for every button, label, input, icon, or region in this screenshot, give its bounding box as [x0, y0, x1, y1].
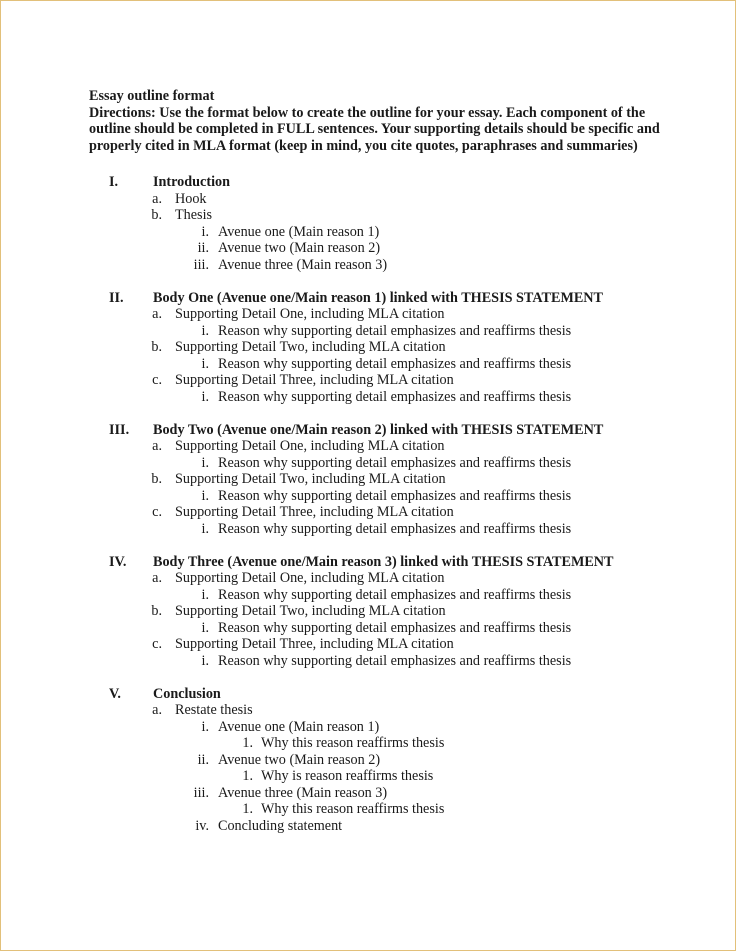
outline-subitem [89, 818, 679, 835]
outline-subitem-marker: iii. [193, 784, 209, 801]
outline-subitem [89, 719, 679, 736]
outline-item [89, 339, 679, 356]
outline-subitem-marker: i. [201, 388, 209, 405]
outline-item [89, 191, 679, 208]
outline-subitem-marker: i. [201, 355, 209, 372]
section-heading-marker: V. [109, 685, 121, 702]
outline-point-marker: 1. [242, 801, 253, 817]
outline-point [89, 801, 679, 818]
outline-item-text: Supporting Detail Two, including MLA citation [175, 471, 446, 487]
outline-subitem-marker: ii. [197, 240, 209, 256]
section-heading-text: Conclusion [153, 685, 221, 702]
outline-subitem-marker: ii. [197, 751, 209, 768]
outline-section [89, 686, 679, 835]
outline-item-text: Thesis [175, 207, 213, 223]
outline-subitem-text: Reason why supporting detail emphasizes and reaffirms thesis [218, 388, 572, 405]
outline-subitem-text: Avenue one (Main reason 1) [218, 718, 380, 735]
outline-point-marker: 1. [242, 735, 253, 751]
section-heading [89, 554, 679, 571]
outline-subitem-marker: i. [201, 487, 209, 504]
outline-subitem-text: Avenue three (Main reason 3) [218, 256, 388, 273]
outline-point-marker: 1. [242, 768, 253, 784]
outline-list [89, 174, 679, 834]
outline-subitem-text: Avenue two (Main reason 2) [218, 240, 381, 256]
outline-item-marker: a. [152, 570, 162, 586]
outline-item [89, 471, 679, 488]
outline-subitem [89, 455, 679, 472]
outline-item-text: Supporting Detail Three, including MLA citation [175, 636, 454, 652]
outline-subitem-marker: i. [201, 322, 209, 339]
outline-item-marker: b. [151, 339, 162, 355]
outline-point [89, 735, 679, 752]
outline-item [89, 603, 679, 620]
outline-point-text: Why this reason reaffirms thesis [261, 801, 445, 817]
outline-subitem [89, 653, 679, 670]
outline-item-text: Supporting Detail Two, including MLA citation [175, 339, 446, 355]
outline-item-marker: a. [152, 306, 162, 322]
outline-section [89, 174, 679, 273]
outline-item [89, 570, 679, 587]
outline-subitem [89, 257, 679, 274]
outline-item [89, 504, 679, 521]
outline-subitem [89, 224, 679, 241]
outline-subitem-marker: iii. [193, 256, 209, 273]
section-heading-marker: IV. [109, 553, 127, 570]
outline-item-marker: a. [152, 190, 162, 207]
outline-subitem-marker: i. [201, 718, 209, 735]
section-heading-text: Body Two (Avenue one/Main reason 2) linked with THESIS STATEMENT [153, 421, 604, 438]
outline-item-marker: c. [152, 504, 162, 520]
section-heading-marker: II. [109, 289, 124, 306]
outline-subitem-marker: i. [201, 619, 209, 636]
outline-point [89, 768, 679, 785]
section-heading-text: Body Three (Avenue one/Main reason 3) linked with THESIS STATEMENT [153, 553, 614, 570]
outline-subitem-marker: i. [201, 520, 209, 537]
outline-subitem-text: Reason why supporting detail emphasizes and reaffirms thesis [218, 322, 572, 339]
section-heading [89, 174, 679, 191]
outline-item-marker: b. [151, 207, 162, 223]
outline-subitem-marker: i. [201, 586, 209, 603]
outline-subitem-marker: iv. [195, 817, 209, 834]
outline-item-marker: c. [152, 636, 162, 652]
outline-subitem-marker: i. [201, 652, 209, 669]
outline-subitem-text: Reason why supporting detail emphasizes and reaffirms thesis [218, 355, 572, 372]
section-heading-marker: I. [109, 174, 119, 190]
section-heading-marker: III. [109, 421, 130, 438]
outline-content [89, 88, 679, 851]
outline-item-marker: a. [152, 438, 162, 454]
outline-subitem-text: Concluding statement [218, 817, 343, 834]
outline-subitem [89, 620, 679, 637]
outline-subitem [89, 488, 679, 505]
outline-item-text: Hook [175, 190, 207, 207]
section-heading [89, 686, 679, 703]
outline-subitem [89, 356, 679, 373]
outline-subitem-text: Reason why supporting detail emphasizes and reaffirms thesis [218, 652, 572, 669]
outline-subitem-text: Avenue one (Main reason 1) [218, 223, 380, 240]
outline-subitem [89, 752, 679, 769]
directions-paragraph: Directions: Use the format below to create the outline for your essay. Each component of the outline should be completed in FULL sentences. Your supporting details should be specific and properly cited in MLA format (keep in mind, you cite quotes, paraphrases and summaries) [89, 104, 660, 154]
outline-subitem-text: Reason why supporting detail emphasizes and reaffirms thesis [218, 487, 572, 504]
outline-subitem [89, 240, 679, 257]
outline-item-text: Supporting Detail Two, including MLA citation [175, 603, 446, 619]
outline-item-text: Restate thesis [175, 702, 253, 718]
outline-section [89, 290, 679, 406]
outline-item-marker: b. [151, 471, 162, 487]
section-heading [89, 290, 679, 307]
outline-subitem-text: Reason why supporting detail emphasizes and reaffirms thesis [218, 586, 572, 603]
outline-subitem-text: Reason why supporting detail emphasizes and reaffirms thesis [218, 454, 572, 471]
outline-item-text: Supporting Detail Three, including MLA citation [175, 504, 454, 520]
section-heading [89, 422, 679, 439]
outline-section [89, 554, 679, 670]
outline-item-marker: a. [152, 702, 162, 718]
outline-item [89, 306, 679, 323]
outline-item [89, 702, 679, 719]
outline-item [89, 438, 679, 455]
document-title: Essay outline format [89, 88, 215, 104]
outline-subitem [89, 587, 679, 604]
outline-section [89, 422, 679, 538]
outline-subitem-text: Reason why supporting detail emphasizes and reaffirms thesis [218, 619, 572, 636]
section-heading-text: Introduction [153, 174, 230, 190]
outline-item-marker: b. [151, 603, 162, 619]
outline-item [89, 372, 679, 389]
outline-subitem [89, 521, 679, 538]
outline-subitem-marker: i. [201, 454, 209, 471]
section-heading-text: Body One (Avenue one/Main reason 1) linked with THESIS STATEMENT [153, 289, 604, 306]
outline-subitem [89, 323, 679, 340]
outline-item [89, 207, 679, 224]
outline-subitem-text: Avenue three (Main reason 3) [218, 784, 388, 801]
outline-item [89, 636, 679, 653]
outline-subitem-marker: i. [201, 223, 209, 240]
outline-item-marker: c. [152, 372, 162, 388]
outline-point-text: Why this reason reaffirms thesis [261, 735, 445, 751]
outline-item-text: Supporting Detail One, including MLA citation [175, 570, 445, 586]
outline-subitem [89, 785, 679, 802]
outline-item-text: Supporting Detail One, including MLA citation [175, 306, 445, 322]
outline-point-text: Why is reason reaffirms thesis [261, 768, 434, 784]
outline-subitem-text: Reason why supporting detail emphasizes and reaffirms thesis [218, 520, 572, 537]
outline-item-text: Supporting Detail One, including MLA citation [175, 438, 445, 454]
outline-subitem-text: Avenue two (Main reason 2) [218, 751, 381, 768]
outline-subitem [89, 389, 679, 406]
outline-item-text: Supporting Detail Three, including MLA citation [175, 372, 454, 388]
